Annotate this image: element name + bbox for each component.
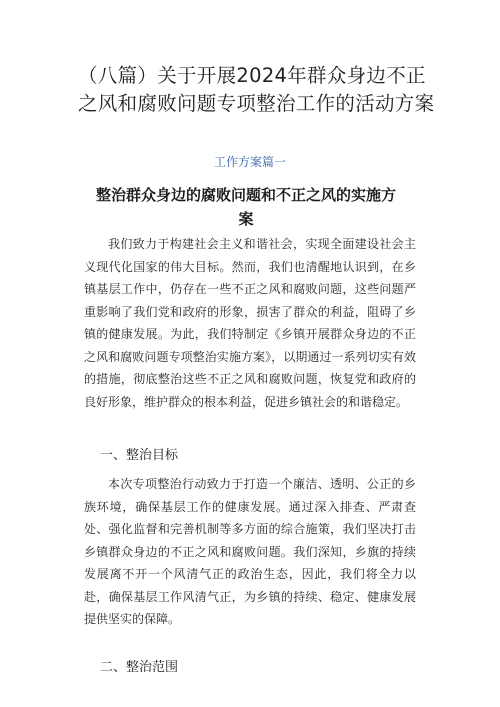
- section-heading-scope: 二、整治范围: [100, 660, 179, 675]
- section-label: 工作方案篇一: [213, 155, 286, 169]
- section-heading-goals: 一、整治目标: [100, 448, 179, 463]
- plan-subtitle: 整治群众身边的腐败问题和不正之风的实施方案: [96, 186, 397, 228]
- document-title: （八篇）关于开展2024年群众身边不正之风和腐败问题专项整治工作的活动方案: [78, 64, 435, 115]
- goals-paragraph: 本次专项整治行动致力于打造一个廉洁、透明、公正的乡族环境，确保基层工作的健康发展。通过深入排查、严肃查处、强化监督和完善机制等多方面的综合施策，我们坚决打击乡镇群众身边的不正之风和腐败问题。我们深知，乡旗的持续发展离不开一个风清气正的政治生态，因此，我们将全力以赴，确保基层工作风清气正，为乡镇的持续、稳定、健康发展提供坚实的保障。: [84, 477, 416, 626]
- intro-paragraph: 我们致力于构建社会主义和谐社会，实现全面建设社会主义现代化国家的伟大目标。然而，我们也清醒地认识到，在乡镇基层工作中，仍存在一些不正之风和腐败问题，这些问题严重影响了我们党和政府的形象，损害了群众的利益，阻碍了乡镇的健康发展。为此，我们特制定《乡镇开展群众身边的不正之风和腐败问题专项整治实施方案》，以期通过一系列切实有效的措施，彻底整治这些不正之风和腐败问题，恢复党和政府的良好形象，维护群众的根本利益，促进乡镇社会的和谐稳定。: [84, 237, 416, 409]
